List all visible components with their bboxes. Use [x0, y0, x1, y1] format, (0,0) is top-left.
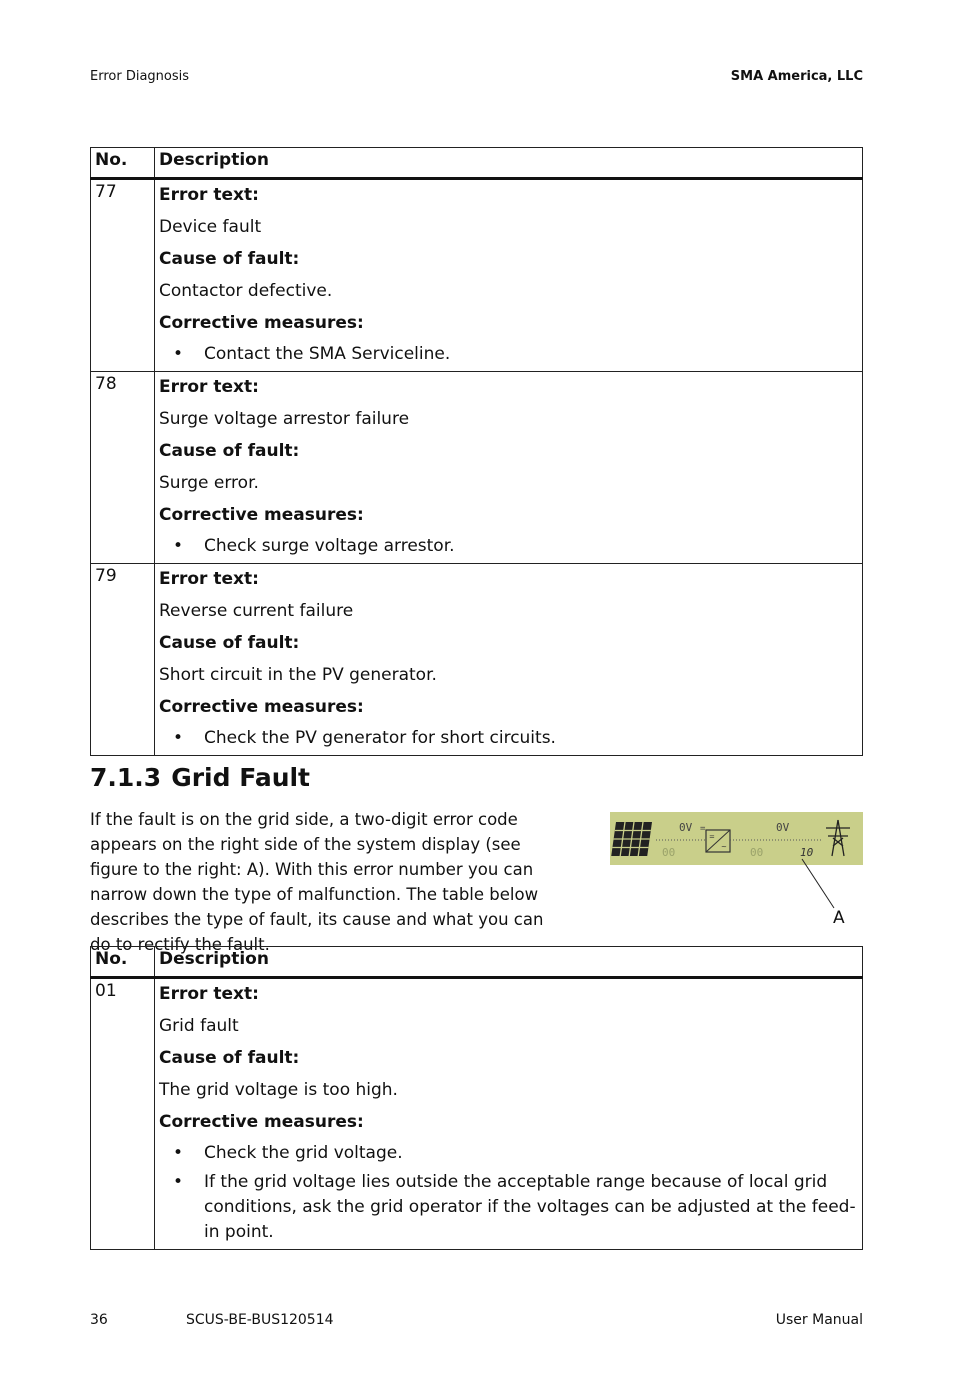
figure-callout-label: A: [833, 908, 845, 928]
intro-paragraph: If the fault is on the grid side, a two-digit error code appears on the right side of the system display (see figure to the right: A). With this error number you can narrow down the type of malfunction. The table below describes the type of fault, its cause and what you can do to rectify the fault.: [90, 810, 544, 954]
measure-item: • If the grid voltage lies outside the acceptable range because of local grid conditions, ask the grid operator if the voltages can be adjusted at the feed-in point.: [159, 1170, 858, 1249]
error-text-label: Error text:: [159, 984, 259, 1004]
page-number: 36: [90, 1312, 108, 1328]
bullet-icon: •: [173, 1172, 184, 1192]
error-text-label: Error text:: [159, 377, 259, 397]
cause-label: Cause of fault:: [159, 441, 300, 461]
section-title: Grid Fault: [171, 763, 311, 792]
measures-label: Corrective measures:: [159, 505, 364, 525]
error-table-2: [90, 946, 863, 1250]
document-type: User Manual: [775, 1312, 863, 1328]
table-row: [91, 978, 863, 1250]
cause-label: Cause of fault:: [159, 249, 300, 269]
table-header-row: [91, 947, 863, 978]
error-description: [155, 564, 863, 756]
bullet-icon: •: [173, 344, 184, 364]
error-number: 77: [91, 179, 155, 372]
measure-item: • Check the grid voltage.: [159, 1141, 858, 1170]
table-row: [91, 372, 863, 564]
error-number: 78: [91, 372, 155, 564]
error-text-value: Reverse current failure: [159, 601, 354, 621]
measure-item: • Check surge voltage arrestor.: [159, 534, 858, 563]
error-description: [155, 179, 863, 372]
error-number: 01: [91, 978, 155, 1250]
svg-text:=: =: [700, 824, 706, 834]
measure-item: • Contact the SMA Serviceline.: [159, 342, 858, 371]
error-description: [155, 372, 863, 564]
error-text-label: Error text:: [159, 185, 259, 205]
cause-label: Cause of fault:: [159, 633, 300, 653]
measures-label: Corrective measures:: [159, 313, 364, 333]
cause-value: Short circuit in the PV generator.: [159, 665, 437, 685]
header-section-name: Error Diagnosis: [90, 69, 190, 84]
col-header-no: No.: [91, 148, 155, 179]
svg-text:00: 00: [750, 846, 764, 859]
error-text-label: Error text:: [159, 569, 259, 589]
svg-text:=: =: [709, 833, 715, 841]
bullet-icon: •: [173, 1143, 184, 1163]
cause-label: Cause of fault:: [159, 1048, 300, 1068]
solar-panel-icon: [611, 822, 652, 856]
header-company: SMA America, LLC: [730, 69, 863, 84]
bullet-icon: •: [173, 536, 184, 556]
section-number: 7.1.3: [90, 763, 162, 792]
svg-text:~: ~: [721, 843, 727, 851]
col-header-no: No.: [91, 947, 155, 978]
measure-item: • Check the PV generator for short circuits.: [159, 726, 858, 755]
table-header-row: [91, 148, 863, 179]
error-text-value: Grid fault: [159, 1016, 239, 1036]
bullet-icon: •: [173, 728, 184, 748]
measures-label: Corrective measures:: [159, 1112, 364, 1132]
figure-callout-line: [800, 858, 840, 913]
cause-value: Contactor defective.: [159, 281, 333, 301]
error-description: [155, 978, 863, 1250]
col-header-description: Description: [155, 947, 863, 978]
error-text-value: Surge voltage arrestor failure: [159, 409, 410, 429]
section-heading: [90, 763, 310, 792]
svg-text:00: 00: [662, 846, 676, 859]
table-row: [91, 564, 863, 756]
display-left-value: 0V: [679, 821, 693, 834]
error-number: 79: [91, 564, 155, 756]
measures-label: Corrective measures:: [159, 697, 364, 717]
display-right-value: 0V: [776, 821, 790, 834]
cause-value: The grid voltage is too high.: [159, 1080, 398, 1100]
table-row: [91, 179, 863, 372]
error-table-1: [90, 147, 863, 756]
cause-value: Surge error.: [159, 473, 259, 493]
col-header-description: Description: [155, 148, 863, 179]
document-code: SCUS-BE-BUS120514: [186, 1312, 334, 1328]
display-error-code: 10: [800, 846, 814, 859]
error-text-value: Device fault: [159, 217, 262, 237]
